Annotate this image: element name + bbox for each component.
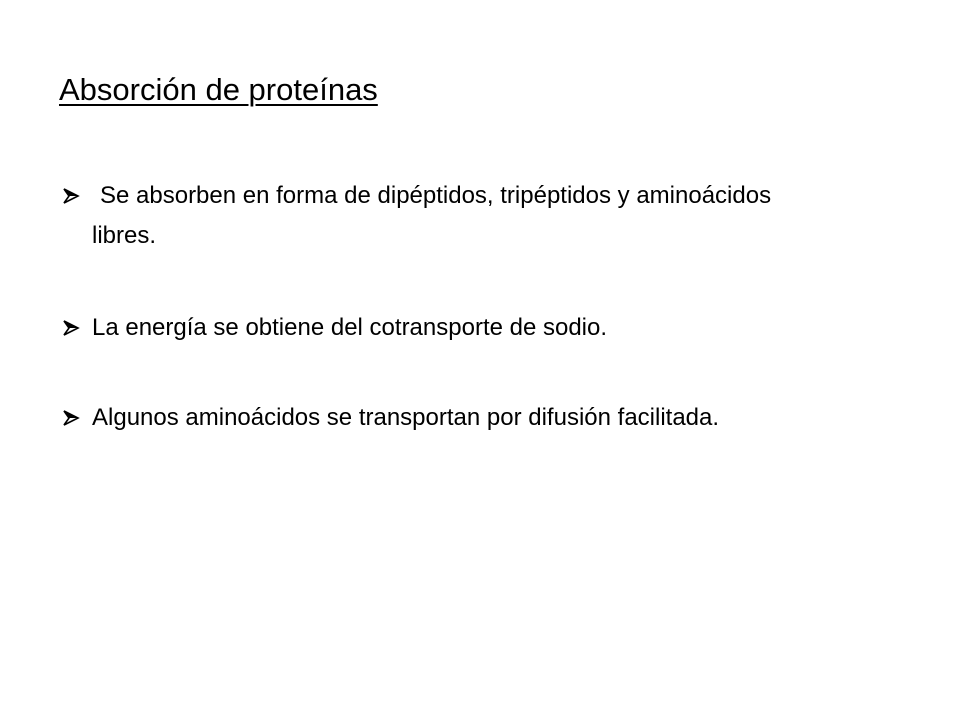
bullet-item — [62, 176, 862, 256]
slide-title: Absorción de proteínas — [59, 72, 378, 107]
bullet-item — [62, 398, 862, 438]
arrowhead-bullet-icon — [62, 308, 92, 348]
bullet-item — [62, 308, 862, 348]
bullet-text: Algunos aminoácidos se transportan por difusión facilitada. — [92, 404, 720, 431]
arrowhead-bullet-icon — [62, 176, 92, 216]
bullet-text: La energía se obtiene del cotransporte de sodio. — [92, 314, 608, 341]
bullet-text: Se absorben en forma de dipéptidos, tripéptidos y aminoácidos libres. — [92, 182, 772, 249]
arrowhead-bullet-icon — [62, 398, 92, 438]
